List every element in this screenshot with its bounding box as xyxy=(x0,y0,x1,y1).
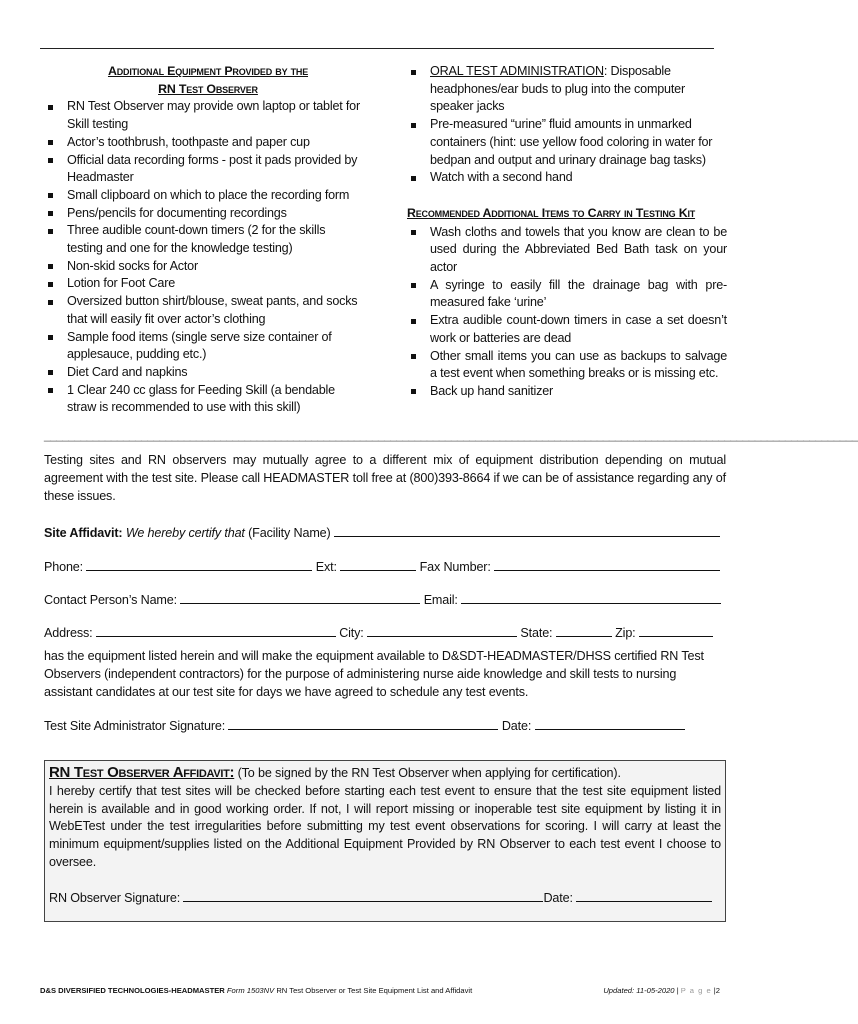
contact-row xyxy=(44,591,726,609)
contact-name-field[interactable] xyxy=(180,591,420,604)
phone-row xyxy=(44,558,726,576)
recommended-items-list xyxy=(407,224,727,401)
list-item: Diet Card and napkins xyxy=(44,364,362,382)
recommended-items-heading: Recommended Additional Items to Carry in Testing Kit xyxy=(407,205,696,220)
list-item: Oversized button shirt/blouse, sweat pants, and socks that will easily fit over actor’s clothing xyxy=(44,293,362,328)
phone-field[interactable] xyxy=(86,558,312,571)
list-item: Extra audible count-down timers in case a set doesn’t work or batteries are dead xyxy=(407,312,727,347)
contact-name-label: Contact Person’s Name: xyxy=(44,593,177,607)
observer-affidavit-header xyxy=(49,764,721,783)
fax-label: Fax Number: xyxy=(419,560,491,574)
list-item: Back up hand sanitizer xyxy=(407,383,727,401)
fax-field[interactable] xyxy=(494,558,720,571)
list-item-oral-admin xyxy=(407,63,727,116)
distribution-note: Testing sites and RN observers may mutually agree to a different mix of equipment distribution depending on mutual agreement with the test site. Please call HEADMASTER toll free at (800)393-8664 if we can be of assistance regarding any of these issues. xyxy=(44,453,726,503)
footer-page-info xyxy=(603,986,720,995)
facility-name-label: (Facility Name) xyxy=(248,526,331,540)
zip-field[interactable] xyxy=(639,624,713,637)
list-item: RN Test Observer may provide own laptop or tablet for Skill testing xyxy=(44,98,362,133)
observer-date-field[interactable] xyxy=(576,889,712,902)
top-rule xyxy=(40,48,714,49)
list-item: Actor’s toothbrush, toothpaste and paper cup xyxy=(44,134,362,152)
phone-label: Phone: xyxy=(44,560,84,574)
observer-signature-field[interactable] xyxy=(183,889,543,902)
address-label: Address: xyxy=(44,626,93,640)
observer-date-label: Date: xyxy=(543,890,573,905)
oral-admin-text: : Disposable headphones/ear buds to plug into the computer speaker jacks xyxy=(430,64,685,114)
footer-page-number: |2 xyxy=(713,986,720,995)
address-row xyxy=(44,624,726,642)
admin-signature-row xyxy=(44,717,726,735)
section-divider: ______________________________________________________________________________________________________________________________________ xyxy=(44,428,858,442)
site-affidavit-body: has the equipment listed herein and will make the equipment available to D&SDT-HEADMASTER/DHSS certified RN Test Observers (independent contractors) for the purpose of administering nurse aide knowledge and skill tests to nursing assistant candidates at our test site for days we have agreed to schedule any test events. xyxy=(44,649,704,699)
observer-equipment-heading xyxy=(44,63,362,98)
city-label: City: xyxy=(339,626,364,640)
observer-signature-label: RN Observer Signature: xyxy=(49,890,181,905)
observer-affidavit-box xyxy=(44,760,726,922)
footer-updated: Updated: 11-05-2020 | xyxy=(603,986,679,995)
list-item: Non-skid socks for Actor xyxy=(44,258,362,276)
address-field[interactable] xyxy=(96,624,336,637)
state-field[interactable] xyxy=(556,624,612,637)
observer-equipment-column xyxy=(44,63,362,417)
site-affidavit-facility-row xyxy=(44,524,726,542)
list-item: Other small items you can use as backups to salvage a test event when something breaks or is missing etc. xyxy=(407,348,727,383)
list-item: A syringe to easily fill the drainage bag with pre-measured fake ‘urine’ xyxy=(407,277,727,312)
zip-label: Zip: xyxy=(615,626,636,640)
footer-title: RN Test Observer or Test Site Equipment List and Affidavit xyxy=(276,986,473,995)
list-item: Sample food items (single serve size container of applesauce, pudding etc.) xyxy=(44,329,362,364)
ext-field[interactable] xyxy=(340,558,416,571)
certify-text: We hereby certify that xyxy=(125,526,245,540)
list-item: Lotion for Foot Care xyxy=(44,275,362,293)
email-label: Email: xyxy=(423,593,458,607)
admin-signature-label: Test Site Administrator Signature: xyxy=(44,719,226,733)
admin-signature-field[interactable] xyxy=(228,717,498,730)
additional-equipment-column xyxy=(407,63,727,401)
email-field[interactable] xyxy=(461,591,721,604)
footer-form: Form 1503NV xyxy=(226,986,275,995)
heading-line-2: RN Test Observer xyxy=(158,81,258,96)
oral-admin-label: ORAL TEST ADMINISTRATION xyxy=(430,64,604,78)
observer-affidavit-body: I hereby certify that test sites will be checked before starting each test event to ensure that the test site equipment listed herein is available and in good working order. If not, I will report missing or inoperable test site equipment by listing it in WebETest under the test irregularities before submitting my test event observations for scoring. I will carry at least the minimum equipment/supplies listed on the Additional Equipment Provided by RN Observer to each test event I choose to oversee. xyxy=(49,783,721,869)
observer-equipment-list xyxy=(44,98,362,417)
footer-org: D&S DIVERSIFIED TECHNOLOGIES-HEADMASTER xyxy=(40,986,225,995)
site-affidavit-label: Site Affidavit: xyxy=(44,526,123,540)
ext-label: Ext: xyxy=(315,560,337,574)
list-item: Three audible count-down timers (2 for the skills testing and one for the knowledge testing) xyxy=(44,222,362,257)
oral-admin-list xyxy=(407,63,727,187)
admin-date-field[interactable] xyxy=(535,717,685,730)
page-footer xyxy=(40,986,720,995)
list-item: 1 Clear 240 cc glass for Feeding Skill (a bendable straw is recommended to use with this skill) xyxy=(44,382,362,417)
heading-line-1: Additional Equipment Provided by the xyxy=(107,64,309,78)
list-item: Official data recording forms - post it pads provided by Headmaster xyxy=(44,152,362,187)
list-item: Small clipboard on which to place the recording form xyxy=(44,187,362,205)
facility-name-field[interactable] xyxy=(334,524,720,537)
list-item: Wash cloths and towels that you know are clean to be used during the Abbreviated Bed Bath task on your actor xyxy=(407,224,727,277)
observer-affidavit-title: RN Test Observer Affidavit: xyxy=(49,764,235,781)
observer-signature-row xyxy=(49,889,721,908)
observer-affidavit-subtitle: (To be signed by the RN Test Observer when applying for certification). xyxy=(237,766,621,780)
observer-affidavit-content xyxy=(49,764,721,908)
city-field[interactable] xyxy=(367,624,517,637)
list-item: Watch with a second hand xyxy=(407,169,727,187)
state-label: State: xyxy=(520,626,553,640)
list-item: Pens/pencils for documenting recordings xyxy=(44,205,362,223)
list-item: Pre-measured “urine” fluid amounts in unmarked containers (hint: use yellow food coloring in water for bedpan and output and urinary drainage bag tasks) xyxy=(407,116,727,169)
footer-page-word: P a g e xyxy=(680,986,712,995)
admin-date-label: Date: xyxy=(501,719,532,733)
